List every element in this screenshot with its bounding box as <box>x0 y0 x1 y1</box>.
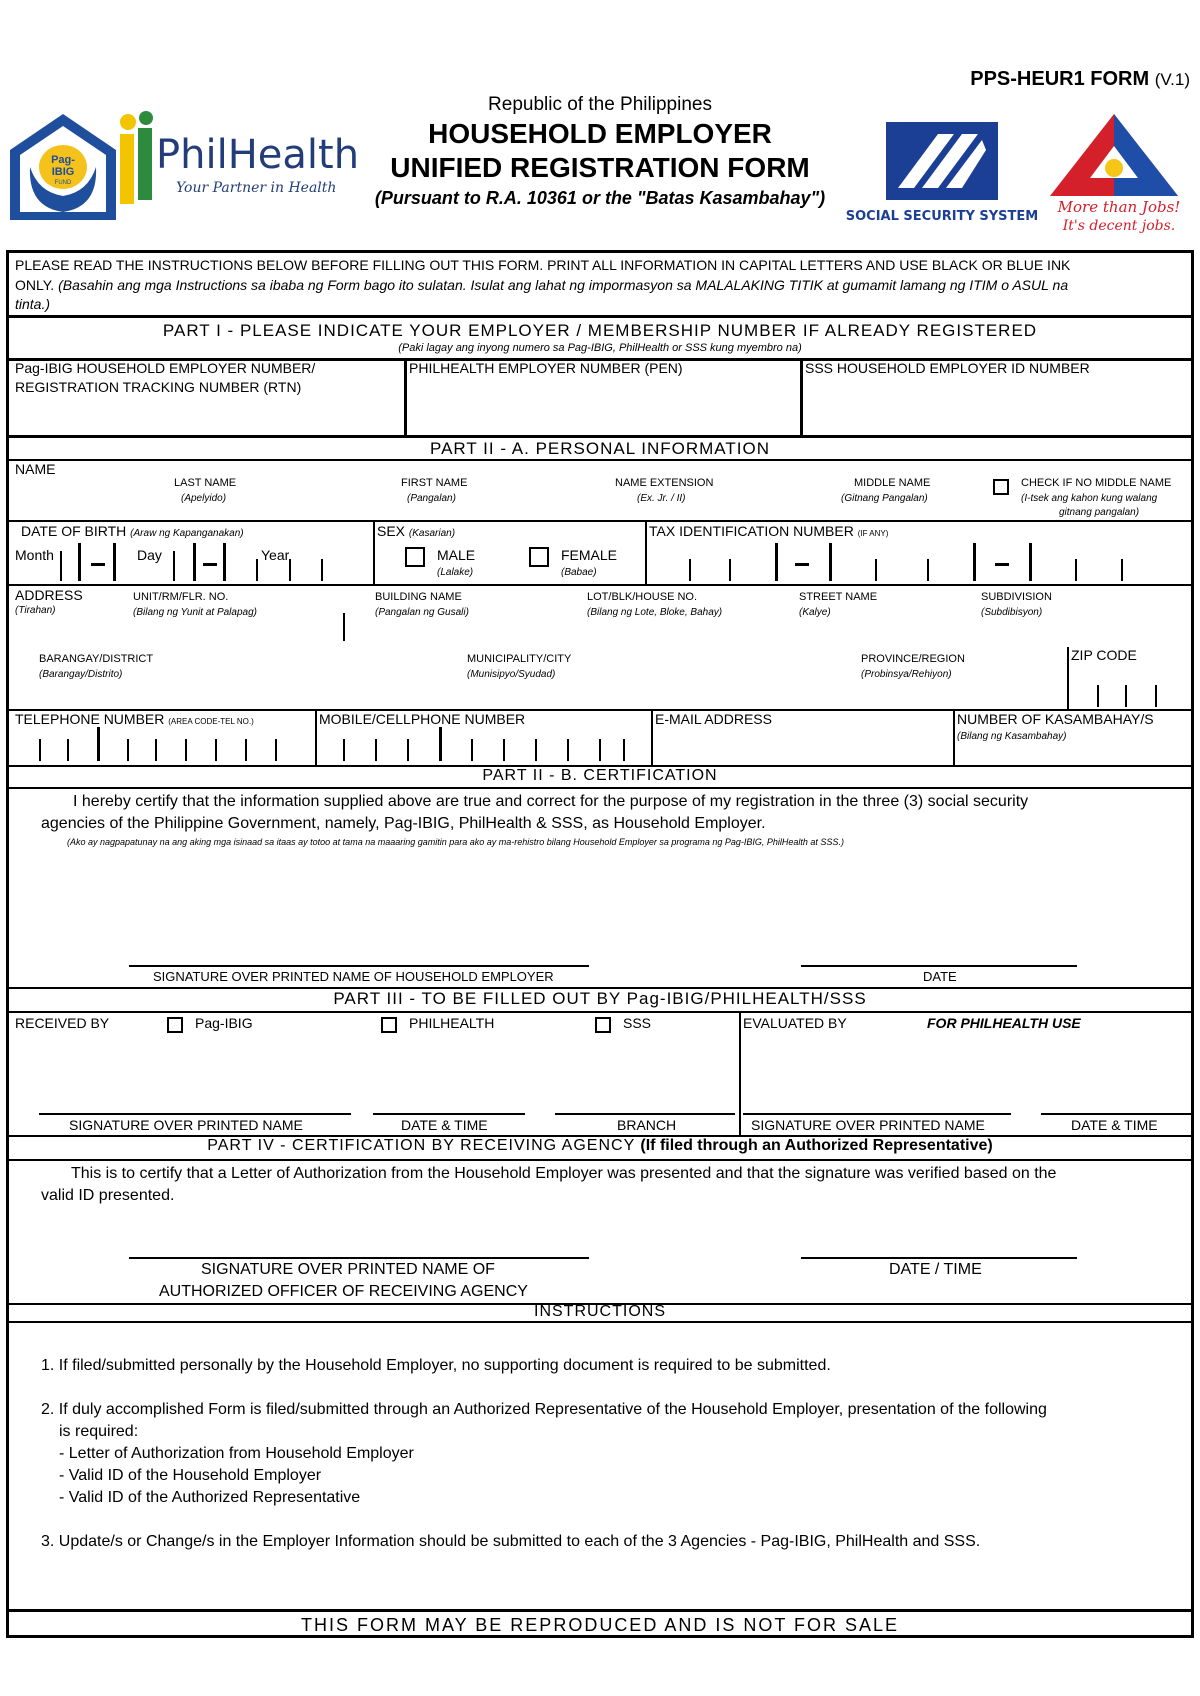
tin-field[interactable] <box>649 541 1189 583</box>
instructions-title: INSTRUCTIONS <box>534 1303 666 1320</box>
kasambahay-label: NUMBER OF KASAMBAHAY/S <box>957 711 1154 727</box>
evaluated-datetime-label: DATE & TIME <box>1071 1117 1158 1133</box>
evaluated-signature-label: SIGNATURE OVER PRINTED NAME <box>751 1117 985 1133</box>
tin-note: (IF ANY) <box>857 529 889 538</box>
mobile-label: MOBILE/CELLPHONE NUMBER <box>319 711 526 727</box>
municipality-tl: (Munisipyo/Syudad) <box>467 669 556 680</box>
certification-tagalog: (Ako ay nagpapatunay na ang aking mga isinaad sa itaas ay totoo at tama na maaaring gamitin para ako ay ma-rehistro bilang Household Employer sa programa ng Pag-IBIG, PhilHealth at SSS.) <box>67 837 844 847</box>
name-ext-tl: (Ex. Jr. / II) <box>637 493 686 504</box>
philhealth-pen-label: PHILHEALTH EMPLOYER NUMBER (PEN) <box>409 360 683 376</box>
telephone-label <box>15 711 254 727</box>
received-by-label: RECEIVED BY <box>15 1015 110 1031</box>
header-title-block <box>350 94 850 209</box>
received-signature-field[interactable] <box>39 1053 351 1113</box>
dob-year-label: Year <box>261 547 290 563</box>
instruction-item-1: 1. If filed/submitted personally by the Household Employer, no supporting document is required to be submitted. <box>41 1357 831 1374</box>
part4-text-line2: valid ID presented. <box>41 1187 175 1204</box>
part4-title-a: PART IV - CERTIFICATION BY RECEIVING AGENCY <box>207 1137 635 1154</box>
dob-month-label: Month <box>15 547 54 563</box>
sss-option-label: SSS <box>623 1015 652 1031</box>
sex-label <box>377 523 455 539</box>
street-label: STREET NAME <box>799 591 878 603</box>
female-label: FEMALE <box>561 547 618 563</box>
municipality-label: MUNICIPALITY/CITY <box>467 653 572 665</box>
barangay-label: BARANGAY/DISTRICT <box>39 653 154 665</box>
branch-label: BRANCH <box>617 1117 677 1133</box>
instruction-item-2-bullet-2: - Valid ID of the Household Employer <box>59 1467 322 1484</box>
kasambahay-tl: (Bilang ng Kasambahay) <box>957 731 1067 742</box>
certification-line1: I hereby certify that the information supplied above are true and correct for the purpose of my registration in the three (3) social security <box>73 793 1029 810</box>
employer-signature-label: SIGNATURE OVER PRINTED NAME OF HOUSEHOLD EMPLOYER <box>153 969 554 984</box>
part2b-title: PART II - B. CERTIFICATION <box>482 767 718 784</box>
form-code-text: PPS-HEUR1 FORM <box>970 68 1150 90</box>
male-label: MALE <box>437 547 476 563</box>
dob-label-text: DATE OF BIRTH <box>21 523 127 539</box>
employer-signature-field[interactable] <box>129 903 589 965</box>
male-checkbox[interactable] <box>405 547 425 567</box>
evaluated-datetime-field[interactable] <box>1041 1053 1191 1113</box>
registration-form <box>6 250 1194 1638</box>
instructions-top-line3: tinta.) <box>15 296 51 312</box>
pagibig-logo <box>8 112 118 222</box>
philhealth-option-label: PHILHEALTH <box>409 1015 495 1031</box>
pagibig-option-label: Pag-IBIG <box>195 1015 253 1031</box>
part4-title-b: (If filed through an Authorized Representative) <box>640 1137 993 1154</box>
sss-id-label: SSS HOUSEHOLD EMPLOYER ID NUMBER <box>805 360 1090 376</box>
telephone-label-text: TELEPHONE NUMBER <box>15 711 165 727</box>
evaluated-by-label: EVALUATED BY <box>743 1015 847 1031</box>
name-label: NAME <box>15 461 56 477</box>
part4-title <box>9 1137 1191 1155</box>
footer-notice: THIS FORM MAY BE REPRODUCED AND IS NOT FOR SALE <box>300 1615 900 1635</box>
unit-tl: (Bilang ng Yunit at Palapag) <box>133 607 257 618</box>
barangay-tl: (Barangay/Distrito) <box>39 669 123 680</box>
republic-text: Republic of the Philippines <box>488 94 712 115</box>
pagibig-number-label: Pag-IBIG HOUSEHOLD EMPLOYER NUMBER/ <box>15 360 316 376</box>
zip-code-label: ZIP CODE <box>1071 647 1137 663</box>
pagibig-logo-text-1: Pag- <box>51 154 75 166</box>
sex-tl: (Kasarian) <box>408 528 456 539</box>
pagibig-checkbox[interactable] <box>167 1017 183 1033</box>
lot-tl: (Bilang ng Lote, Bloke, Bahay) <box>587 607 723 618</box>
lot-label: LOT/BLK/HOUSE NO. <box>587 591 698 603</box>
employer-date-field[interactable] <box>801 903 1077 965</box>
instructions-top-only: ONLY. <box>15 277 55 293</box>
form-title-line2: UNIFIED REGISTRATION FORM <box>390 152 810 183</box>
subdivision-tl: (Subdibisyon) <box>981 607 1043 618</box>
tin-label <box>649 523 888 539</box>
dob-day-label: Day <box>137 547 162 563</box>
province-tl: (Probinsya/Rehiyon) <box>861 669 952 680</box>
telephone-note: (AREA CODE-TEL NO.) <box>168 717 254 726</box>
instruction-item-2-bullet-3: - Valid ID of the Authorized Representative <box>59 1489 361 1506</box>
dole-tagline-2: It's decent jobs. <box>1062 218 1176 234</box>
philhealth-logo <box>118 110 358 210</box>
officer-signature-label-1: SIGNATURE OVER PRINTED NAME OF <box>201 1261 495 1278</box>
middle-name-tl: (Gitnang Pangalan) <box>841 493 928 504</box>
dob-field[interactable] <box>11 541 371 583</box>
address-label: ADDRESS <box>15 587 83 603</box>
form-version: (V.1) <box>1154 70 1190 89</box>
sss-checkbox[interactable] <box>595 1017 611 1033</box>
sex-label-text: SEX <box>377 523 406 539</box>
pursuant-text: (Pursuant to R.A. 10361 or the "Batas Kasambahay") <box>374 188 826 208</box>
email-field[interactable] <box>655 729 949 763</box>
sss-logo <box>842 120 1042 228</box>
no-middle-name-checkbox[interactable] <box>993 479 1009 495</box>
certification-line2: agencies of the Philippine Government, namely, Pag-IBIG, PhilHealth & SSS, as Household Employer. <box>41 815 766 832</box>
pagibig-number-field[interactable] <box>11 398 401 433</box>
officer-signature-label-2: AUTHORIZED OFFICER OF RECEIVING AGENCY <box>159 1283 528 1300</box>
evaluated-signature-field[interactable] <box>743 1053 1011 1113</box>
sss-logo-name: SOCIAL SECURITY SYSTEM <box>845 209 1039 224</box>
pagibig-logo-text-3: FUND <box>54 180 72 186</box>
part3-title: PART III - TO BE FILLED OUT BY Pag-IBIG/PHILHEALTH/SSS <box>333 989 867 1008</box>
telephone-field[interactable] <box>11 729 313 763</box>
last-name-label: LAST NAME <box>174 477 237 489</box>
middle-name-label: MIDDLE NAME <box>854 477 931 489</box>
instruction-item-2-bullet-1: - Letter of Authorization from Household Employer <box>59 1445 414 1462</box>
female-tl: (Babae) <box>561 567 597 578</box>
mobile-field[interactable] <box>319 729 649 763</box>
dob-tl: (Araw ng Kapanganakan) <box>130 528 244 539</box>
no-middle-name-tl-1: (I-tsek ang kahon kung walang <box>1021 493 1158 504</box>
building-tl: (Pangalan ng Gusali) <box>375 607 469 618</box>
philhealth-logo-tagline: Your Partner in Health <box>176 180 337 196</box>
instruction-item-2-line2: is required: <box>59 1423 139 1440</box>
first-name-label: FIRST NAME <box>401 477 468 489</box>
instruction-item-3: 3. Update/s or Change/s in the Employer Information should be submitted to each of the 3 Agencies - Pag-IBIG, PhilHealth and SSS. <box>41 1533 981 1550</box>
dob-label <box>21 523 244 539</box>
subdivision-label: SUBDIVISION <box>981 591 1052 603</box>
pagibig-logo-text-2: IBIG <box>51 166 75 178</box>
first-name-tl: (Pangalan) <box>407 493 456 504</box>
dole-tagline-1: More than Jobs! <box>1057 198 1181 216</box>
address-line1-field[interactable] <box>11 621 1189 645</box>
building-label: BUILDING NAME <box>375 591 462 603</box>
instructions-top-tagalog: (Basahin ang mga Instructions sa ibaba ng Form bago ito sulatan. Isulat ang lahat ng impormasyon sa MALALAKING TITIK at gumamit lamang ng ITIM o ASUL na <box>58 277 1069 293</box>
sss-id-field[interactable] <box>805 380 1190 433</box>
received-datetime-label: DATE & TIME <box>401 1117 488 1133</box>
pagibig-rtn-label: REGISTRATION TRACKING NUMBER (RTN) <box>15 379 302 395</box>
instructions-top-line2 <box>15 277 1068 293</box>
last-name-tl: (Apelyido) <box>181 493 227 504</box>
philhealth-use-label: FOR PHILHEALTH USE <box>927 1015 1081 1031</box>
zip-code-field[interactable] <box>1071 667 1189 707</box>
officer-signature-field[interactable] <box>129 1203 589 1257</box>
address-line2-field[interactable] <box>11 683 1065 707</box>
province-label: PROVINCE/REGION <box>861 653 965 665</box>
employer-date-label: DATE <box>923 969 957 984</box>
officer-datetime-label: DATE / TIME <box>889 1261 982 1278</box>
part1-title: PART I - PLEASE INDICATE YOUR EMPLOYER / MEMBERSHIP NUMBER IF ALREADY REGISTERED <box>162 321 1038 340</box>
philhealth-checkbox[interactable] <box>381 1017 397 1033</box>
form-title-line1: HOUSEHOLD EMPLOYER <box>428 118 772 149</box>
unit-label: UNIT/RM/FLR. NO. <box>133 591 229 603</box>
part1-subtitle: (Paki lagay ang inyong numero sa Pag-IBIG, PhilHealth or SSS kung myembro na) <box>398 342 802 354</box>
form-code <box>970 68 1190 91</box>
no-middle-name-tl-2: gitnang pangalan) <box>1059 507 1140 518</box>
part2a-title: PART II - A. PERSONAL INFORMATION <box>430 439 770 458</box>
address-tl: (Tirahan) <box>15 605 56 616</box>
philhealth-pen-field[interactable] <box>409 380 797 433</box>
received-datetime-field[interactable] <box>373 1053 525 1113</box>
no-middle-name-label: CHECK IF NO MIDDLE NAME <box>1021 477 1172 489</box>
tin-label-text: TAX IDENTIFICATION NUMBER <box>649 523 854 539</box>
male-tl: (Lalake) <box>437 567 474 578</box>
name-ext-label: NAME EXTENSION <box>615 477 714 489</box>
part4-text-line1: This is to certify that a Letter of Authorization from the Household Employer was presented and that the signature was verified based on the <box>71 1165 1057 1182</box>
instructions-top-line1: PLEASE READ THE INSTRUCTIONS BELOW BEFORE FILLING OUT THIS FORM. PRINT ALL INFORMATION IN CAPITAL LETTERS AND USE BLACK OR BLUE INK <box>15 257 1071 273</box>
street-tl: (Kalye) <box>799 607 831 618</box>
branch-field[interactable] <box>555 1053 735 1113</box>
instruction-item-2-line1: 2. If duly accomplished Form is filed/submitted through an Authorized Representative of the Household Employer, presentation of the following <box>41 1401 1047 1418</box>
kasambahay-field[interactable] <box>957 745 1189 763</box>
officer-datetime-field[interactable] <box>801 1203 1077 1257</box>
philhealth-logo-name: PhilHealth <box>156 132 358 178</box>
dole-logo <box>1048 112 1190 238</box>
received-signature-label: SIGNATURE OVER PRINTED NAME <box>69 1117 303 1133</box>
email-label: E-MAIL ADDRESS <box>655 711 772 727</box>
female-checkbox[interactable] <box>529 547 549 567</box>
